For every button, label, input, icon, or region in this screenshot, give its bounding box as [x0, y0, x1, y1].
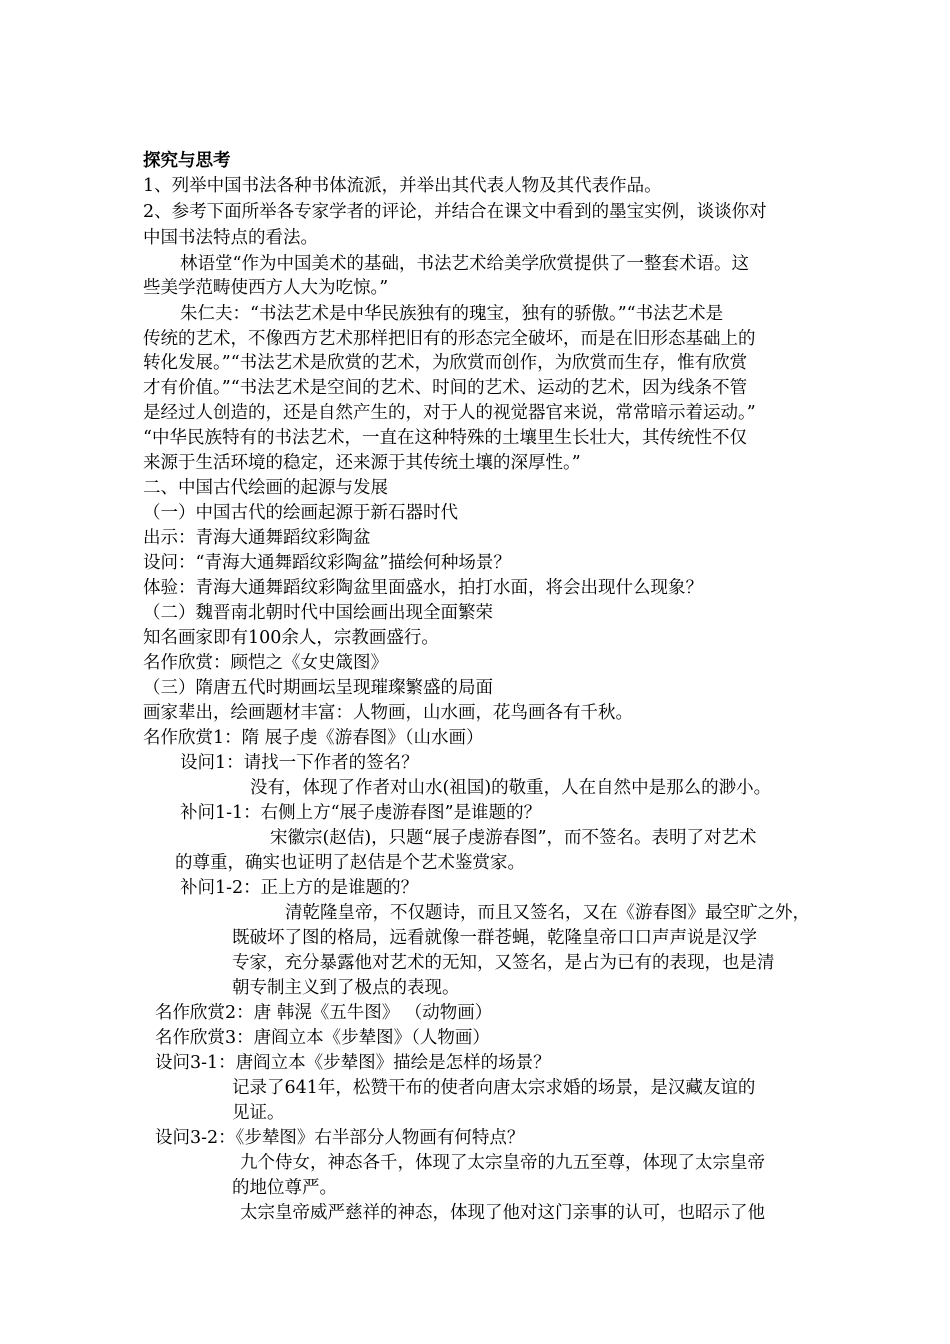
text-line: 设问3-1：唐阎立本《步辇图》描绘是怎样的场景？: [155, 1053, 551, 1073]
text-line: 传统的艺术，不像西方艺术那样把旧有的形态完全破坏，而是在旧形态基础上的: [143, 329, 756, 349]
text-line: 转化发展。”“书法艺术是欣赏的艺术，为欣赏而创作，为欣赏而生存，惟有欣赏: [143, 353, 748, 373]
text-line: 1、列举中国书法各种书体流派，并举出其代表人物及其代表作品。: [143, 176, 662, 196]
text-line: 才有价值。”“书法艺术是空间的艺术、时间的艺术、运动的艺术，因为线条不管: [143, 378, 748, 398]
text-line: 清乾隆皇帝，不仅题诗，而且又签名，又在《游春图》最空旷之外，: [285, 903, 810, 923]
text-line: 知名画家即有100余人，宗教画盛行。: [143, 628, 439, 648]
text-line: 的地位尊严。: [232, 1178, 337, 1198]
text-line: 宋徽宗(赵佶)，只题“展子虔游春图”，而不签名。表明了对艺术: [270, 828, 757, 848]
text-line: 些美学范畴使西方人大为吃惊。”: [143, 278, 389, 298]
text-line: 九个侍女，神态各千，体现了太宗皇帝的九五至尊，体现了太宗皇帝: [240, 1153, 765, 1173]
text-line: 没有，体现了作者对山水(祖国)的敬重，人在自然中是那么的渺小。: [250, 778, 772, 798]
text-line: 名作欣赏3：唐阎立本《步辇图》（人物画）: [155, 1028, 490, 1048]
text-line: 设问3-2：《步辇图》右半部分人物画有何特点？: [155, 1128, 525, 1148]
text-line: 补问1-2：正上方的是谁题的？: [180, 878, 419, 898]
text-line: 中国书法特点的看法。: [143, 228, 318, 248]
text-line: 来源于生活环境的稳定，还来源于其传统土壤的深厚性。”: [143, 453, 581, 473]
text-line: 名作欣赏1：隋 展子虔《游春图》（山水画）: [143, 728, 484, 748]
text-line: （二）魏晋南北朝时代中国绘画出现全面繁荣: [143, 603, 493, 623]
text-line: 朝专制主义到了极点的表现。: [232, 978, 460, 998]
text-line: 设问1：请找一下作者的签名？: [180, 753, 419, 773]
text-line: 名作欣赏：顾恺之《女史箴图》: [143, 653, 388, 673]
text-line: 朱仁夫：“书法艺术是中华民族独有的瑰宝，独有的骄傲。”“书法艺术是: [180, 304, 724, 324]
text-line: 林语堂“作为中国美术的基础，书法艺术给美学欣赏提供了一整套术语。这: [180, 254, 749, 274]
text-line: 见证。: [232, 1103, 285, 1123]
text-line: 出示：青海大通舞蹈纹彩陶盆: [143, 528, 371, 548]
text-line: 二、中国古代绘画的起源与发展: [143, 478, 388, 498]
text-line: 2、参考下面所举各专家学者的评论，并结合在课文中看到的墨宝实例，谈谈你对: [143, 202, 767, 222]
text-line: 名作欣赏2：唐 韩滉《五牛图》 （动物画）: [155, 1003, 493, 1023]
text-line: 记录了641年，松赞干布的使者向唐太宗求婚的场景，是汉藏友谊的: [232, 1078, 756, 1098]
section-heading: 探究与思考: [143, 151, 231, 171]
text-line: 专家，充分暴露他对艺术的无知，又签名，是占为已有的表现，也是清: [232, 953, 775, 973]
text-line: 的尊重，确实也证明了赵佶是个艺术鉴赏家。: [175, 853, 525, 873]
text-line: 体验：青海大通舞蹈纹彩陶盆里面盛水，拍打水面，将会出现什么现象？: [143, 578, 703, 598]
text-line: 补问1-1：右侧上方“展子虔游春图”是谁题的？: [180, 803, 542, 823]
text-line: （一）中国古代的绘画起源于新石器时代: [143, 503, 458, 523]
text-line: 设问：“青海大通舞蹈纹彩陶盆”描绘何种场景？: [143, 553, 511, 573]
text-line: 太宗皇帝威严慈祥的神态，体现了他对这门亲事的认可，也昭示了他: [240, 1203, 765, 1223]
text-line: “中华民族特有的书法艺术，一直在这种特殊的土壤里生长壮大，其传统性不仅: [143, 428, 747, 448]
text-line: （三）隋唐五代时期画坛呈现璀璨繁盛的局面: [143, 678, 493, 698]
text-line: 既破坏了图的格局，远看就像一群苍蝇，乾隆皇帝口口声声说是汉学: [232, 928, 757, 948]
text-line: 是经过人创造的，还是自然产生的，对于人的视觉器官来说，常常暗示着运动。”: [143, 403, 756, 423]
text-line: 画家辈出，绘画题材丰富：人物画，山水画，花鸟画各有千秋。: [143, 703, 633, 723]
